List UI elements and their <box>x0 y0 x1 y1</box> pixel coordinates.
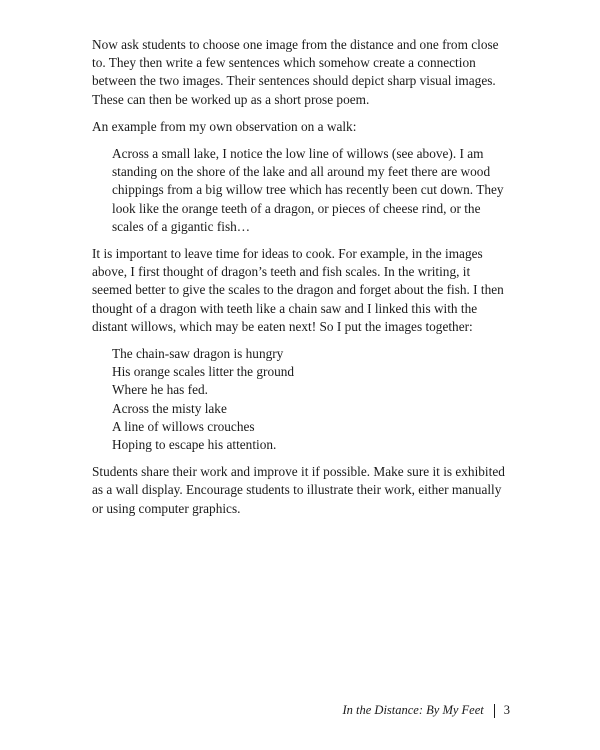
poem-line: Hoping to escape his attention. <box>112 437 277 453</box>
paragraph-sharing: Students share their work and improve it if possible. Make sure it is exhibited as a wall display. Encourage students to illustrate their work, either manually or using computer graphics. <box>92 464 505 516</box>
poem-line: His orange scales litter the ground <box>112 364 295 380</box>
page-footer <box>342 703 510 718</box>
paragraph-example-lead: An example from my own observation on a walk: <box>92 118 357 134</box>
footer-divider <box>494 704 495 718</box>
page-body <box>92 36 512 527</box>
paragraph-ideas: It is important to leave time for ideas to cook. For example, in the images above, I first thought of dragon’s teeth and fish scales. In the writing, it seemed better to give the scales to the dragon and forget about the fish. I then thought of a dragon with teeth like a chain saw and I linked this with the distant willows, which may be eaten next! So I put the images together: <box>92 246 504 334</box>
poem-line: A line of willows crouches <box>112 418 255 434</box>
poem-line: The chain-saw dragon is hungry <box>112 346 284 362</box>
page-number: 3 <box>503 703 510 717</box>
poem <box>112 345 512 454</box>
poem-line: Where he has fed. <box>112 382 208 398</box>
running-footer-title: In the Distance: By My Feet <box>342 703 484 717</box>
observation-quote: Across a small lake, I notice the low line of willows (see above). I am standing on the shore of the lake and all around my feet there are wood chippings from a big willow tree which has recently been cut down. They look like the orange teeth of a dragon, or pieces of cheese rind, or the scales of a gigantic fish… <box>112 146 504 234</box>
poem-line: Across the misty lake <box>112 400 227 416</box>
paragraph-intro: Now ask students to choose one image from the distance and one from close to. They then write a few sentences which somehow create a connection between the two images. Their sentences should depict sharp visual images. These can then be worked up as a short prose poem. <box>92 37 499 107</box>
